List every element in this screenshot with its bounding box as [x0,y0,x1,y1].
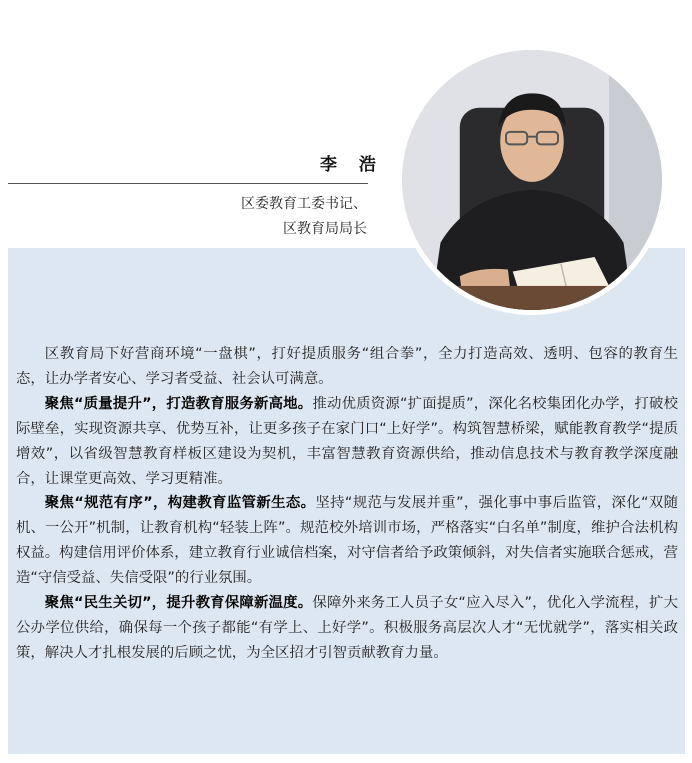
author-portrait [397,45,667,315]
author-name: 李 浩 [320,155,384,175]
portrait-photo-icon [402,50,662,310]
quality-heading: 聚焦“质量提升”，打造教育服务新高地。 [44,395,313,412]
paragraph-quality [16,392,678,492]
intro-text: 区教育局下好营商环境“一盘棋”，打好提质服务“组合拳”，全力打造高效、透明、包容的教育生态，让办学者安心、学习者受益、社会认可满意。 [16,346,678,387]
article-body [16,342,678,666]
header-divider [8,183,368,184]
regulation-heading: 聚焦“规范有序”，构建教育监管新生态。 [44,495,316,512]
paragraph-livelihood [16,591,678,666]
paragraph-intro [16,342,678,392]
paragraph-regulation [16,491,678,591]
livelihood-heading: 聚焦“民生关切”，提升教育保障新温度。 [44,595,313,612]
author-title-line-1: 区委教育工委书记、 [241,196,367,212]
regulation-text: 坚持“规范与发展并重”，强化事中事后监管，深化“双随机、一公开”机制，让教育机构“轻装上阵”。规范校外培训市场，严格落实“白名单”制度，维护合法机构权益。构建信用评价体系，建立教育行业诚信档案，对守信者给予政策倾斜，对失信者实施联合惩戒，营造“守信受益、失信受限”的行业氛围。 [16,495,678,587]
quality-text: 推动优质资源“扩面提质”，深化名校集团化办学，打破校际壁垒，实现资源共享、优势互补，让更多孩子在家门口“上好学”。构筑智慧桥梁，赋能教育教学“提质增效”，以省级智慧教育样板区建设为契机，丰富智慧教育资源供给，推动信息技术与教育教学深度融合，让课堂更高效、学习更精准。 [16,395,678,487]
author-title-line-2: 区教育局局长 [283,221,367,237]
livelihood-text: 保障外来务工人员子女“应入尽入”，优化入学流程，扩大公办学位供给，确保每一个孩子都能“有学上、上好学”。积极服务高层次人才“无忧就学”，落实相关政策，解决人才扎根发展的后顾之忧，为全区招才引智贡献教育力量。 [16,595,678,661]
